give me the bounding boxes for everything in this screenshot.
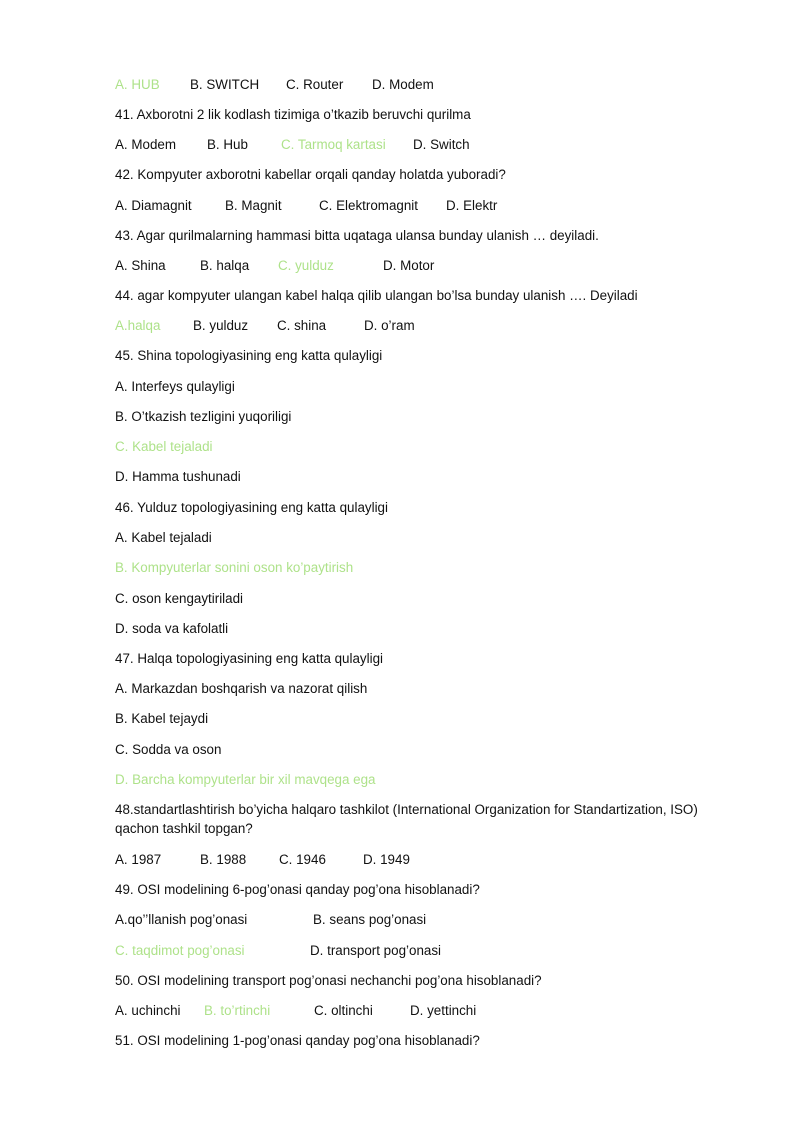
q45-question: 45. Shina topologiyasining eng katta qulayligi (115, 348, 383, 363)
q45-option-d: D. Hamma tushunadi (115, 469, 241, 484)
q48-option-d: D. 1949 (363, 852, 410, 867)
q45-option-a: A. Interfeys qulayligi (115, 379, 235, 394)
q46-option-d: D. soda va kafolatli (115, 621, 229, 636)
q47-option-c: C. Sodda va oson (115, 742, 222, 757)
q42-option-a: A. Diamagnit (115, 198, 192, 213)
q40-option-c: C. Router (286, 77, 344, 92)
q49-option-c: C. taqdimot pog’onasi (115, 943, 245, 958)
q50-question: 50. OSI modelining transport pog’onasi nechanchi pog’ona hisoblanadi? (115, 973, 542, 988)
q45-option-c: C. Kabel tejaladi (115, 439, 213, 454)
q42-option-b: B. Magnit (225, 198, 282, 213)
q44-option-c: C. shina (277, 318, 327, 333)
q50-option-a: A. uchinchi (115, 1003, 181, 1018)
q42-option-c: C. Elektromagnit (319, 198, 418, 213)
q41-option-d: D. Switch (413, 137, 470, 152)
q41-option-b: B. Hub (207, 137, 248, 152)
q43-option-c: C. yulduz (278, 258, 334, 273)
q44-option-d: D. o’ram (364, 318, 415, 333)
q50-option-c: C. oltinchi (314, 1003, 373, 1018)
q43-option-d: D. Motor (383, 258, 435, 273)
q43-question: 43. Agar qurilmalarning hammasi bitta uqataga ulansa bunday ulanish … deyiladi. (115, 228, 599, 243)
q46-option-b: B. Kompyuterlar sonini oson ko’paytirish (115, 560, 354, 575)
q48-option-b: B. 1988 (200, 852, 247, 867)
q47-option-d: D. Barcha kompyuterlar bir xil mavqega ega (115, 772, 376, 787)
q46-option-a: A. Kabel tejaladi (115, 530, 212, 545)
q50-option-b: B. to’rtinchi (204, 1003, 271, 1018)
q49-question: 49. OSI modelining 6-pog’onasi qanday pog’ona hisoblanadi? (115, 882, 480, 897)
q49-option-b: B. seans pog’onasi (313, 912, 427, 927)
q41-option-a: A. Modem (115, 137, 177, 152)
q41-question: 41. Axborotni 2 lik kodlash tizimiga o’tkazib beruvchi qurilma (115, 107, 471, 122)
q40-option-b: B. SWITCH (190, 77, 260, 92)
q40-option-d: D. Modem (372, 77, 434, 92)
q51-question: 51. OSI modelining 1-pog’onasi qanday pog’ona hisoblanadi? (115, 1033, 480, 1048)
q43-option-a: A. Shina (115, 258, 166, 273)
q42-question: 42. Kompyuter axborotni kabellar orqali qanday holatda yuboradi? (115, 167, 506, 182)
q43-option-b: B. halqa (200, 258, 250, 273)
q41-option-c: C. Tarmoq kartasi (281, 137, 386, 152)
q49-option-d: D. transport pog’onasi (310, 943, 442, 958)
q44-option-b: B. yulduz (193, 318, 249, 333)
q47-option-a: A. Markazdan boshqarish va nazorat qilish (115, 681, 368, 696)
q49-option-a: A.qo’’llanish pog’onasi (115, 912, 248, 927)
q47-question: 47. Halqa topologiyasining eng katta qulayligi (115, 651, 383, 666)
q46-option-c: C. oson kengaytiriladi (115, 591, 244, 606)
q44-question: 44. agar kompyuter ulangan kabel halqa qilib ulangan bo’lsa bunday ulanish …. Deyiladi (115, 288, 638, 303)
q45-option-b: B. O’tkazish tezligini yuqoriligi (115, 409, 292, 424)
q47-option-b: B. Kabel tejaydi (115, 711, 209, 726)
q44-option-a: A.halqa (115, 318, 161, 333)
q50-option-d: D. yettinchi (410, 1003, 477, 1018)
q48-question: 48.standartlashtirish bo’yicha halqaro tashkilot (International Organization for Standartization, ISO) qachon tashkil topgan? (115, 802, 698, 836)
q42-option-d: D. Elektr (446, 198, 498, 213)
q48-option-a: A. 1987 (115, 852, 162, 867)
q48-option-c: C. 1946 (279, 852, 326, 867)
q46-question: 46. Yulduz topologiyasining eng katta qulayligi (115, 500, 388, 515)
q40-option-a: A. HUB (115, 77, 160, 92)
